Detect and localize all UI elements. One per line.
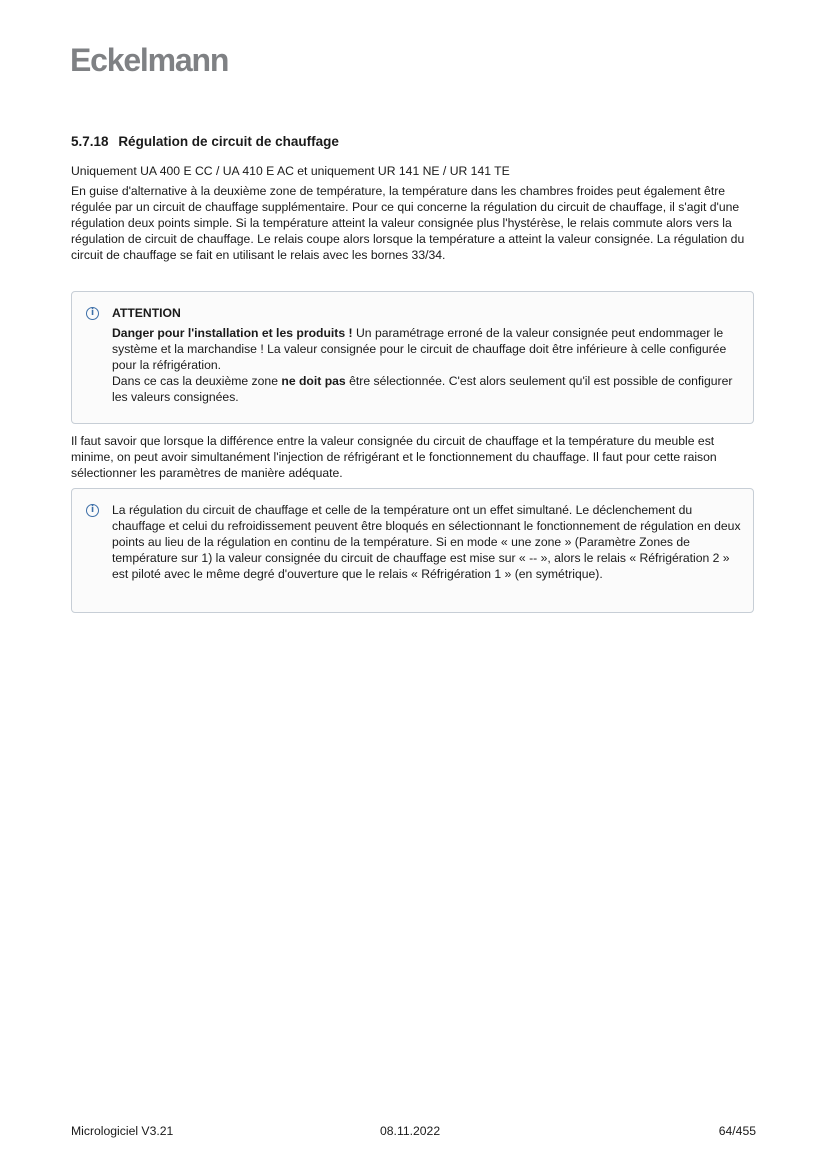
info-circle-icon: i [86, 504, 99, 517]
attention-box [71, 291, 754, 424]
attention-text-2-bold: ne doit pas [281, 374, 346, 388]
attention-bold-lead: Danger pour l'installation et les produits ! [112, 326, 353, 340]
footer-right: 64/455 [718, 1124, 756, 1138]
info-circle-icon: i [86, 307, 99, 320]
note-box [71, 488, 754, 613]
attention-text-1-body: Un paramétrage erroné de la valeur consignée peut endommager le système et la marchandise ! La valeur consignée pour le circuit de chauffage doit être inférieure à celle configurée pour la réfrigération. [112, 326, 727, 372]
footer-center: 08.11.2022 [380, 1124, 441, 1138]
note-text: La régulation du circuit de chauffage et celle de la température ont un effet simultané. Le déclenchement du chauffage et celui du refroidissement peuvent être bloqués en sélectionnant le fonctionnement de régulation en deux points au lieu de la régulation en continu de la température. Si en mode « une zone » (Paramètre Zones de température sur 1) la valeur consignée du circuit de chauffage est mise sur « -- », alors le relais « Réfrigération 2 » est piloté avec le même degré d'ouverture que le relais « Réfrigération 1 » (en symétrique). [112, 503, 741, 581]
section-title: Régulation de circuit de chauffage [118, 134, 339, 149]
attention-text-2 [112, 373, 742, 405]
attention-text-2-a: Dans ce cas la deuxième zone [112, 374, 282, 388]
attention-title: ATTENTION [112, 306, 181, 320]
paragraph-1: En guise d'alternative à la deuxième zone de température, la température dans les chambres froides peut également être régulée par un circuit de chauffage supplémentaire. Pour ce qui concerne la régulation du circuit de chauffage, il s'agit d'une régulation deux points simple. Si la température atteint la valeur consignée plus l'hystérèse, le relais commute alors vers la régulation de circuit de chauffage. Le relais coupe alors lorsque la température a atteint la valeur consignée. La régulation du circuit de chauffage se fait en utilisant le relais avec les bornes 33/34. [71, 184, 745, 262]
section-number: 5.7.18 [71, 134, 109, 149]
brand-logo: Eckelmann [70, 42, 229, 78]
section-heading [71, 134, 339, 149]
paragraph-2: Il faut savoir que lorsque la différence entre la valeur consignée du circuit de chauffage et la température du meuble est minime, on peut avoir simultanément l'injection de réfrigérant et le fonctionnement du chauffage. Il faut pour cette raison sélectionner les paramètres de manière adéquate. [71, 434, 717, 480]
attention-text-2-b: être sélectionnée. C'est alors seulement qu'il est possible de configurer les valeurs consignées. [112, 374, 733, 404]
intro-line: Uniquement UA 400 E CC / UA 410 E AC et uniquement UR 141 NE / UR 141 TE [71, 164, 510, 178]
attention-content [112, 305, 742, 405]
footer-left: Micrologiciel V3.21 [71, 1124, 174, 1138]
note-content [112, 502, 742, 582]
attention-text-1 [112, 325, 742, 373]
